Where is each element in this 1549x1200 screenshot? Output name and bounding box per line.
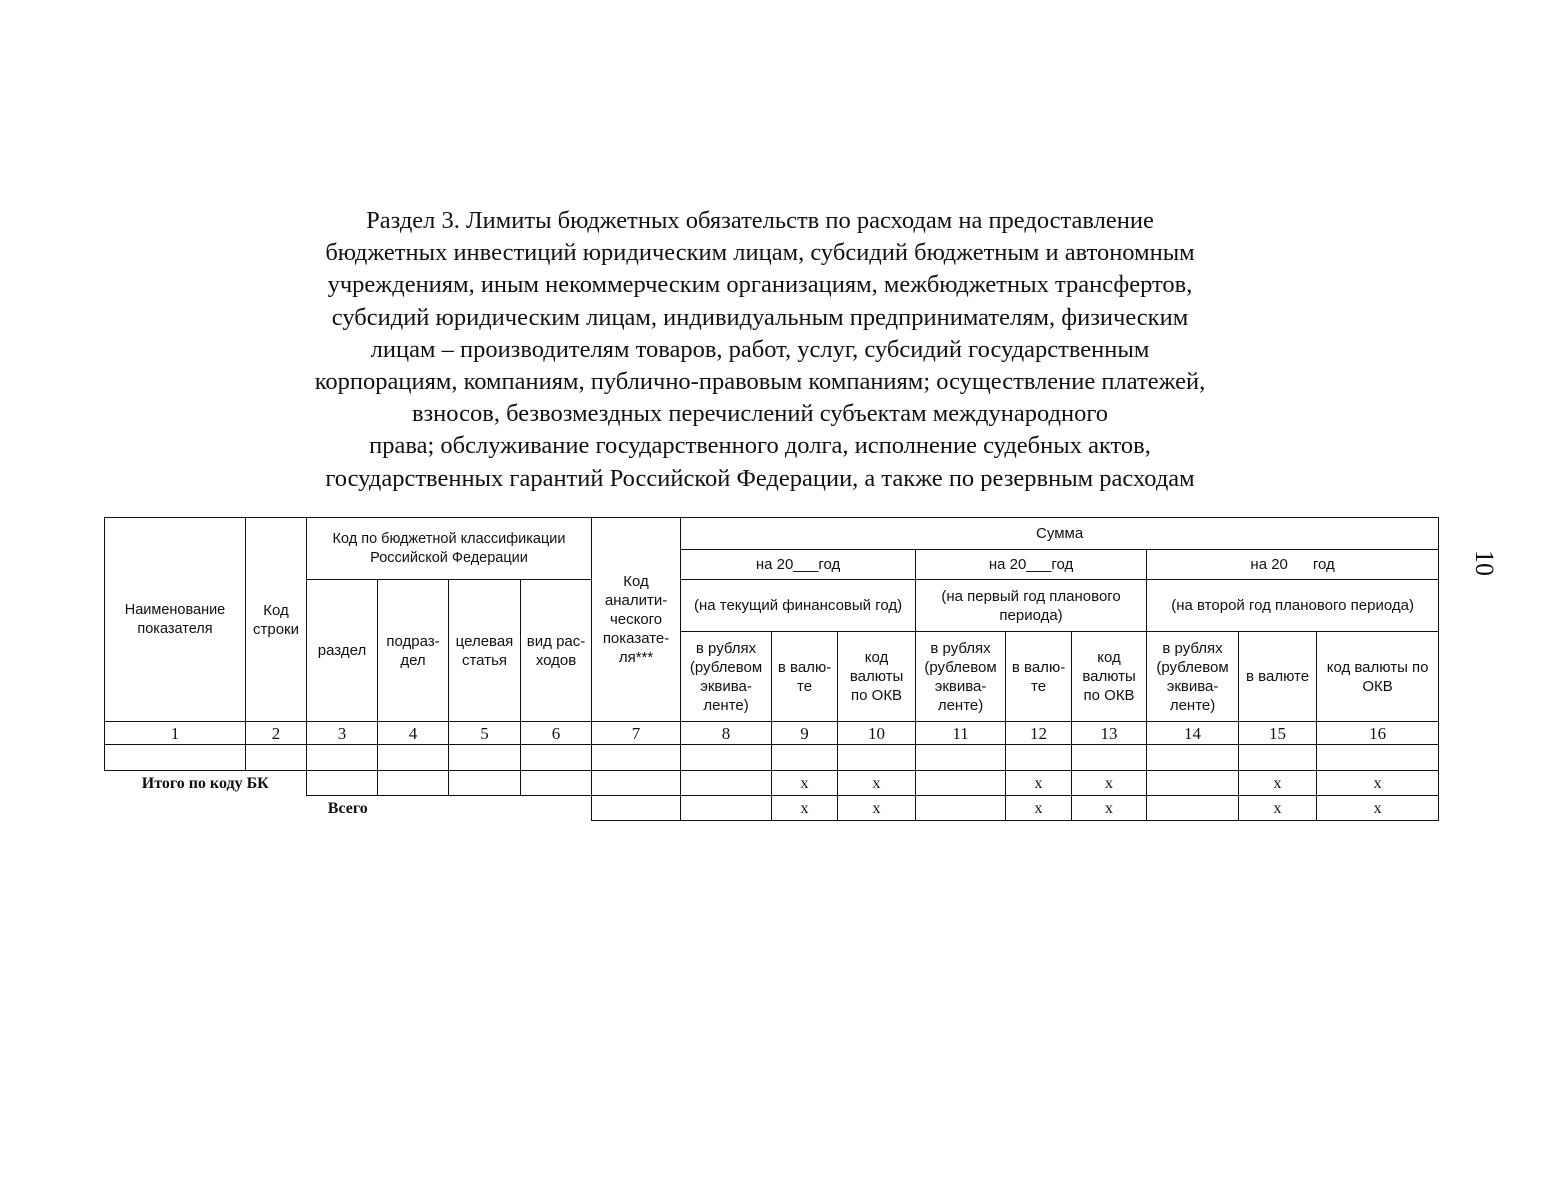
cell [1072,745,1147,771]
cell [1147,745,1239,771]
column-number: 1 [105,722,246,745]
column-number: 14 [1147,722,1239,745]
column-number: 2 [246,722,307,745]
title-line: Раздел 3. Лимиты бюджетных обязательств по расходам на предоставление [366,207,1154,234]
cell [307,745,378,771]
cross-mark: x [1006,771,1072,796]
cell [916,796,1006,821]
header-okv-1: код валюты по ОКВ [838,632,916,722]
cell [592,771,681,796]
cell [1006,745,1072,771]
column-number: 10 [838,722,916,745]
header-currency-2: в валю-те [1006,632,1072,722]
column-number: 9 [772,722,838,745]
cross-mark: x [838,771,916,796]
column-number: 13 [1072,722,1147,745]
section-title [180,205,1340,495]
column-number: 15 [1239,722,1317,745]
title-line: взносов, безвозмездных перечислений субъектам международного [411,400,1109,428]
limits-table [104,517,1439,821]
cell [1147,771,1239,796]
cross-mark: x [1006,796,1072,821]
cell [592,745,681,771]
column-number: 4 [378,722,449,745]
cell [521,745,592,771]
total-label: Всего [327,799,368,817]
header-year-2: на 20___год [916,550,1147,580]
title-line: лицам – производителям товаров, работ, услуг, субсидий государственным [370,335,1150,363]
cell [378,745,449,771]
column-number: 7 [592,722,681,745]
header-okv-2: код валюты по ОКВ [1072,632,1147,722]
header-target-item: целевая статья [449,580,521,722]
cell [681,771,772,796]
header-rub-2: в рублях (рублевом эквива-ленте) [916,632,1006,722]
title-line: государственных гарантий Российской Федерации, а также по резервным расходам [325,464,1195,492]
column-number: 12 [1006,722,1072,745]
cell [681,796,772,821]
header-analytic-code: Код аналити-ческого показате-ля*** [592,518,681,722]
title-line: корпорациям, компаниям, публично-правовым компаниям; осуществление платежей, [314,368,1206,396]
total-row [105,796,1439,821]
column-number: 3 [307,722,378,745]
cross-mark: x [1317,796,1439,821]
cross-mark: x [772,771,838,796]
title-line: субсидий юридическим лицам, индивидуальным предпринимателям, физическим [331,303,1189,331]
cell [246,745,307,771]
cross-mark: x [838,796,916,821]
column-number: 11 [916,722,1006,745]
page-number: 10 [1470,550,1499,576]
cross-mark: x [1239,796,1317,821]
header-expense-type: вид рас-ходов [521,580,592,722]
cell [916,771,1006,796]
title-line: права; обслуживание государственного долга, исполнение судебных актов, [369,432,1151,460]
cell [916,745,1006,771]
cell [307,771,378,796]
cell [105,745,246,771]
cell [449,745,521,771]
data-row [105,745,1439,771]
title-line: бюджетных инвестиций юридическим лицам, субсидий бюджетным и автономным [325,239,1195,267]
header-currency-3: в валюте [1239,632,1317,722]
header-line-code: Код строки [246,518,307,722]
header-rub-1: в рублях (рублевом эквива-ленте) [681,632,772,722]
cell [592,796,681,821]
cell [1317,745,1439,771]
cell [838,745,916,771]
cross-mark: x [772,796,838,821]
header-year-3-note: (на второй год планового периода) [1147,580,1439,632]
header-rub-3: в рублях (рублевом эквива-ленте) [1147,632,1239,722]
column-numbers-row [105,722,1439,745]
cell [378,771,449,796]
header-currency-1: в валю-те [772,632,838,722]
cell [772,745,838,771]
cell [681,745,772,771]
cell [1239,745,1317,771]
header-sum: Сумма [681,518,1439,550]
header-bk-code: Код по бюджетной классификации Российской Федерации [307,518,592,580]
header-year-1-note: (на текущий финансовый год) [681,580,916,632]
header-indicator-name: Наименование показателя [105,518,246,722]
header-year-1: на 20___год [681,550,916,580]
cell [521,771,592,796]
cell [1147,796,1239,821]
cross-mark: x [1317,771,1439,796]
total-bk-row [105,771,1439,796]
header-section: раздел [307,580,378,722]
total-bk-label: Итого по коду БК [141,774,269,792]
cross-mark: x [1239,771,1317,796]
column-number: 16 [1317,722,1439,745]
header-subsection: подраз-дел [378,580,449,722]
cell [449,771,521,796]
header-year-2-note: (на первый год планового периода) [916,580,1147,632]
column-number: 5 [449,722,521,745]
cross-mark: x [1072,771,1147,796]
column-number: 8 [681,722,772,745]
cross-mark: x [1072,796,1147,821]
title-line: учреждениям, иным некоммерческим организациям, межбюджетных трансфертов, [327,271,1193,299]
header-okv-3: код валюты по ОКВ [1317,632,1439,722]
column-number: 6 [521,722,592,745]
header-year-3: на 20 год [1147,550,1439,580]
